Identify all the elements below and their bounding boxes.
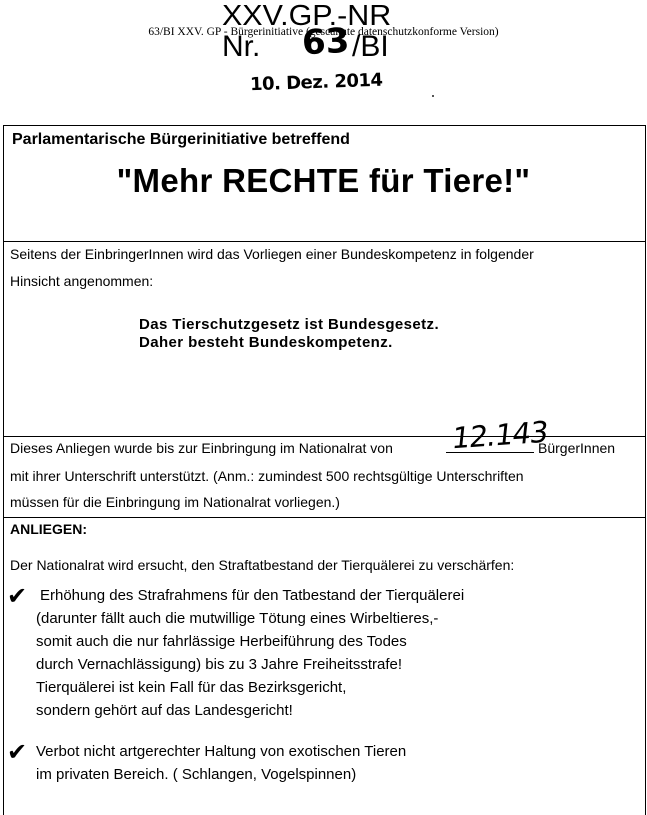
kompetenz-text-line: Hinsicht angenommen: xyxy=(10,273,154,289)
stamp-nr-label: Nr. xyxy=(222,30,261,63)
stamp-gp-label: XXV.GP.-NR xyxy=(222,0,392,32)
support-text-suffix: BürgerInnen xyxy=(538,440,616,456)
support-text-line: müssen für die Einbringung im Nationalrat vorliegen.) xyxy=(10,494,340,510)
form-subtitle: Parlamentarische Bürgerinitiative betreffend xyxy=(12,131,350,148)
demand-text-line: durch Vernachlässigung) bis zu 3 Jahre Freiheitsstrafe! xyxy=(36,656,403,673)
kompetenz-statement: Daher besteht Bundeskompetenz. xyxy=(139,334,393,351)
demand-text-line: (darunter fällt auch die mutwillige Tötung eines Wirbeltieres,- xyxy=(36,610,439,627)
support-text-line: mit ihrer Unterschrift unterstützt. (Anm.: zumindest 500 rechtsgültige Unterschriften xyxy=(10,468,524,484)
scan-speck xyxy=(432,95,434,97)
demand-text-line: Tierquälerei ist kein Fall für das Bezirksgericht, xyxy=(36,679,347,696)
kompetenz-text-line: Seitens der EinbringerInnen wird das Vorliegen einer Bundeskompetenz in folgender xyxy=(10,246,534,262)
form-title: "Mehr RECHTE für Tiere!" xyxy=(116,162,531,199)
stamp-bi-label: /BI xyxy=(352,30,389,63)
demand-text-line: somit auch die nur fahrlässige Herbeiführung des Todes xyxy=(36,633,407,650)
demand-text-line: im privaten Bereich. ( Schlangen, Vogelspinnen) xyxy=(36,766,357,783)
document-header-line: 63/BI XXV. GP - Bürgerinitiative (gescannte datenschutzkonforme Version) xyxy=(148,26,499,38)
demand-text-line: Erhöhung des Strafrahmens für den Tatbestand der Tierquälerei xyxy=(40,587,465,604)
demand-text-line: sondern gehört auf das Landesgericht! xyxy=(36,702,293,719)
divider-line xyxy=(3,517,646,518)
handwritten-supporter-count: 12.143 xyxy=(450,414,550,456)
date-stamp: 10. Dez. 2014 xyxy=(249,69,383,96)
count-underline xyxy=(446,452,534,453)
stamp-handwritten-number: 63 xyxy=(300,20,351,64)
anliegen-heading: ANLIEGEN: xyxy=(10,521,87,537)
demand-text-line: Verbot nicht artgerechter Haltung von exotischen Tieren xyxy=(36,743,407,760)
divider-line xyxy=(3,241,646,242)
kompetenz-statement: Das Tierschutzgesetz ist Bundesgesetz. xyxy=(139,316,440,333)
divider-line xyxy=(3,436,646,437)
checkmark-icon: ✔ xyxy=(7,738,28,766)
checkmark-icon: ✔ xyxy=(7,582,28,610)
request-text: Der Nationalrat wird ersucht, den Straftatbestand der Tierquälerei zu verschärfen: xyxy=(10,557,515,573)
support-text-prefix: Dieses Anliegen wurde bis zur Einbringung im Nationalrat von xyxy=(10,440,393,456)
